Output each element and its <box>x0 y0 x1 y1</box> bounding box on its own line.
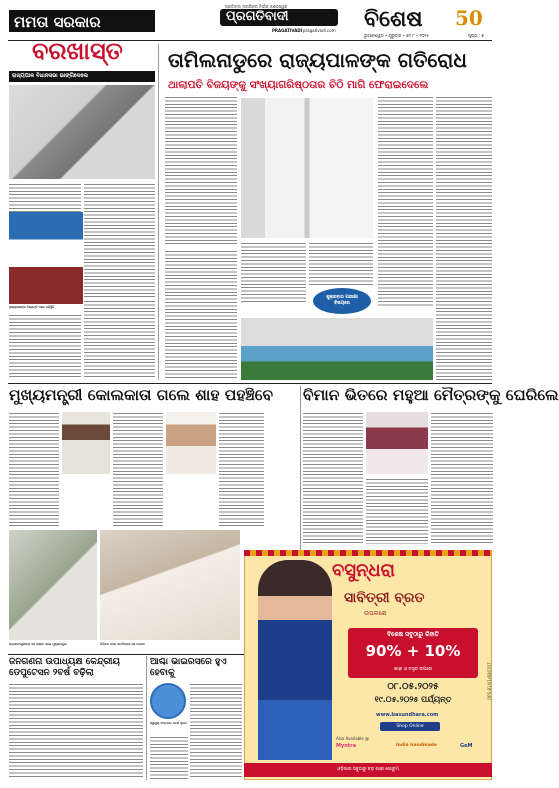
mid-left-photo-bow <box>100 530 240 640</box>
mid-left-portrait2 <box>166 412 216 474</box>
top-story-headline: ତାମିଲନାଡୁରେ ରାଜ୍ୟପାଳଙ୍କ ଗତିରୋଧ <box>168 48 467 72</box>
bottom-mid-caption: ସ୍ୱାସ୍ଥ୍ୟ ସଂଗଠନର ସତର୍କ ସୂଚନା <box>150 721 187 725</box>
bottom-mid-text2 <box>150 736 188 779</box>
ad-offer-title: ବିଶେଷ ସବୁଠାରୁ ରିହାତି <box>387 631 439 638</box>
section-divider-1 <box>8 383 492 384</box>
left-story-photo <box>9 85 155 179</box>
left-story-caption: ରାଜ୍ୟପାଳଙ୍କ ନିଷ୍ପତ୍ତି ପରେ ପରିସ୍ଥିତି <box>9 305 55 309</box>
top-story-photo <box>241 98 373 238</box>
ad-available: Also Available @ <box>336 736 370 741</box>
mid-right-headline: ବିମାନ ଭିତରେ ମହୁଆ ମୈତ୍ରଙ୍କୁ ଘେରିଲେ <box>303 386 559 404</box>
ad-partner-myntra: Myntra <box>336 743 357 749</box>
mid-left-text-col2 <box>113 412 163 528</box>
top-story-text-col2 <box>241 242 306 302</box>
ad-shop-online[interactable]: Shop Online <box>380 722 440 731</box>
who-icon <box>150 683 186 719</box>
mid-right-text-col2 <box>366 478 428 544</box>
top-story-text-col5 <box>436 96 492 380</box>
bottom-left-text <box>9 683 143 779</box>
logo-text: ପ୍ରଗତିବାଦୀ <box>226 9 289 24</box>
section-title: ବିଶେଷ <box>364 7 423 32</box>
anniversary-icon <box>453 6 489 30</box>
mid-right-text-col1 <box>303 412 363 544</box>
ad-partner-india-handmade: India handmade <box>396 743 437 748</box>
left-col-divider <box>158 44 159 380</box>
bottom-left-headline: ଜନଗଣନା ଉପାଧ୍ୟକ୍ଷ କେନ୍ଦ୍ରୀୟ ଡେପୁଟେସନ ୨ବର୍ଷ ବଢ଼ିଲା <box>9 657 120 678</box>
top-story-text-col6 <box>165 250 237 380</box>
masthead-website: pragativadi.com <box>303 28 336 33</box>
section-divider-2 <box>8 654 244 655</box>
ad-footer: ଓଡ଼ିଶାର ସବୁଠାରୁ ବଡ଼ ଶାଢ଼ୀ ଶୋରୁମ୍ <box>244 763 492 777</box>
mid-left-headline: ମୁଖ୍ୟମନ୍ତ୍ରୀ କୋଲକାତା ଗଲେ ଶାହ ପହଞ୍ଚିବେ <box>9 386 274 404</box>
bottom-col-divider <box>146 656 147 780</box>
left-story-banner: ରାଜ୍ୟପାଳ ବିଧାନସଭା ଭାଙ୍ଗିଦେଲେ <box>9 71 155 82</box>
top-story-text-col3 <box>309 242 373 286</box>
top-story-text-col4 <box>378 96 433 306</box>
page-label: ପୃଷ୍ଠା : ୭ <box>468 33 484 38</box>
ad-date-from: ୦୮.୦୫.୨୦୨୫ <box>387 682 439 692</box>
dateline: ଭୁବନେଶ୍ୱର • ଗୁରୁବାର • ମେ ୮ • ୨୦୨୫ <box>364 33 429 38</box>
ad-website[interactable]: www.basundhara.com <box>376 712 439 718</box>
mid-left-portrait1 <box>62 412 110 474</box>
ad-date-to: ୧୯.୦୫.୨୦୨୫ ପର୍ଯ୍ୟନ୍ତ <box>374 695 452 704</box>
ad-occasion-sub: ଉପଲକ୍ଷେ <box>364 610 387 617</box>
ad-offer: 90% + 10% <box>365 642 461 660</box>
left-story-title-line2: ବରଖାସ୍ତ <box>32 37 123 65</box>
masthead-tagline: ପ୍ରତିବାଦୀ ନାଗରିକର ନିର୍ଭୀକ କଣ୍ଠସ୍ୱର <box>225 4 288 9</box>
anniversary-number: 50 <box>455 6 483 30</box>
ad-border-top <box>244 550 492 556</box>
left-story-title-line1: ମମତା ସରକାର <box>14 13 101 31</box>
mid-left-caption2: ନିର୍ବାଚନ ପରେ ସମର୍ଥକଙ୍କ ସହ ଉତ୍ସବ <box>100 642 145 646</box>
left-story-text-col3 <box>9 314 81 378</box>
mid-right-photo <box>366 412 428 474</box>
mid-left-text-col1 <box>9 412 59 528</box>
bottom-mid-headline: ଆଶ୍ଚା ଭାଇରସରେ ହୁଏ ହେବାକୁ <box>150 657 227 678</box>
side-code: OPS:81/01/826707 <box>487 662 492 700</box>
mid-right-text-col3 <box>431 412 493 544</box>
top-story-photo2 <box>241 318 433 380</box>
ad-offer-sub: ଶାଢ଼ୀ ଓ ବସ୍ତ୍ର ଉପରେ <box>393 667 433 672</box>
left-story-text-col2 <box>84 183 155 297</box>
top-story-subhead: ଥାଲାପତି ବିଜୟଙ୍କୁ ସଂଖ୍ୟାଗରିଷ୍ଠତାର ଚିଠି ମାଗି ଫେରାଇଦେଲେ <box>168 79 429 91</box>
top-story-text-col1 <box>165 96 237 246</box>
top-story-badge-text: ଶୁକ୍ରବାର ପରୀକ୍ଷା ବିଷୟରେ <box>326 295 358 306</box>
mid-left-text-col3 <box>219 412 264 528</box>
mid-left-photo-group <box>9 530 97 640</box>
ad-occasion: ସାବିତ୍ରୀ ବ୍ରତ <box>344 590 425 606</box>
bottom-mid-text <box>190 683 242 779</box>
ad-model-photo <box>258 560 332 760</box>
ad-partner-gem: GeM <box>460 743 473 749</box>
ad-brand: ବସୁନ୍ଧରା <box>332 560 395 581</box>
logo-subtext: PRAGATIVADI <box>272 28 303 33</box>
left-story-photo2 <box>9 212 83 304</box>
mid-left-caption: ପ୍ରଧାନମନ୍ତ୍ରୀଙ୍କ ସହ ସାକ୍ଷାତ କଲେ ମୁଖ୍ୟମନ୍ତ୍ରୀ <box>9 642 67 646</box>
left-story-text-col4 <box>84 300 155 378</box>
